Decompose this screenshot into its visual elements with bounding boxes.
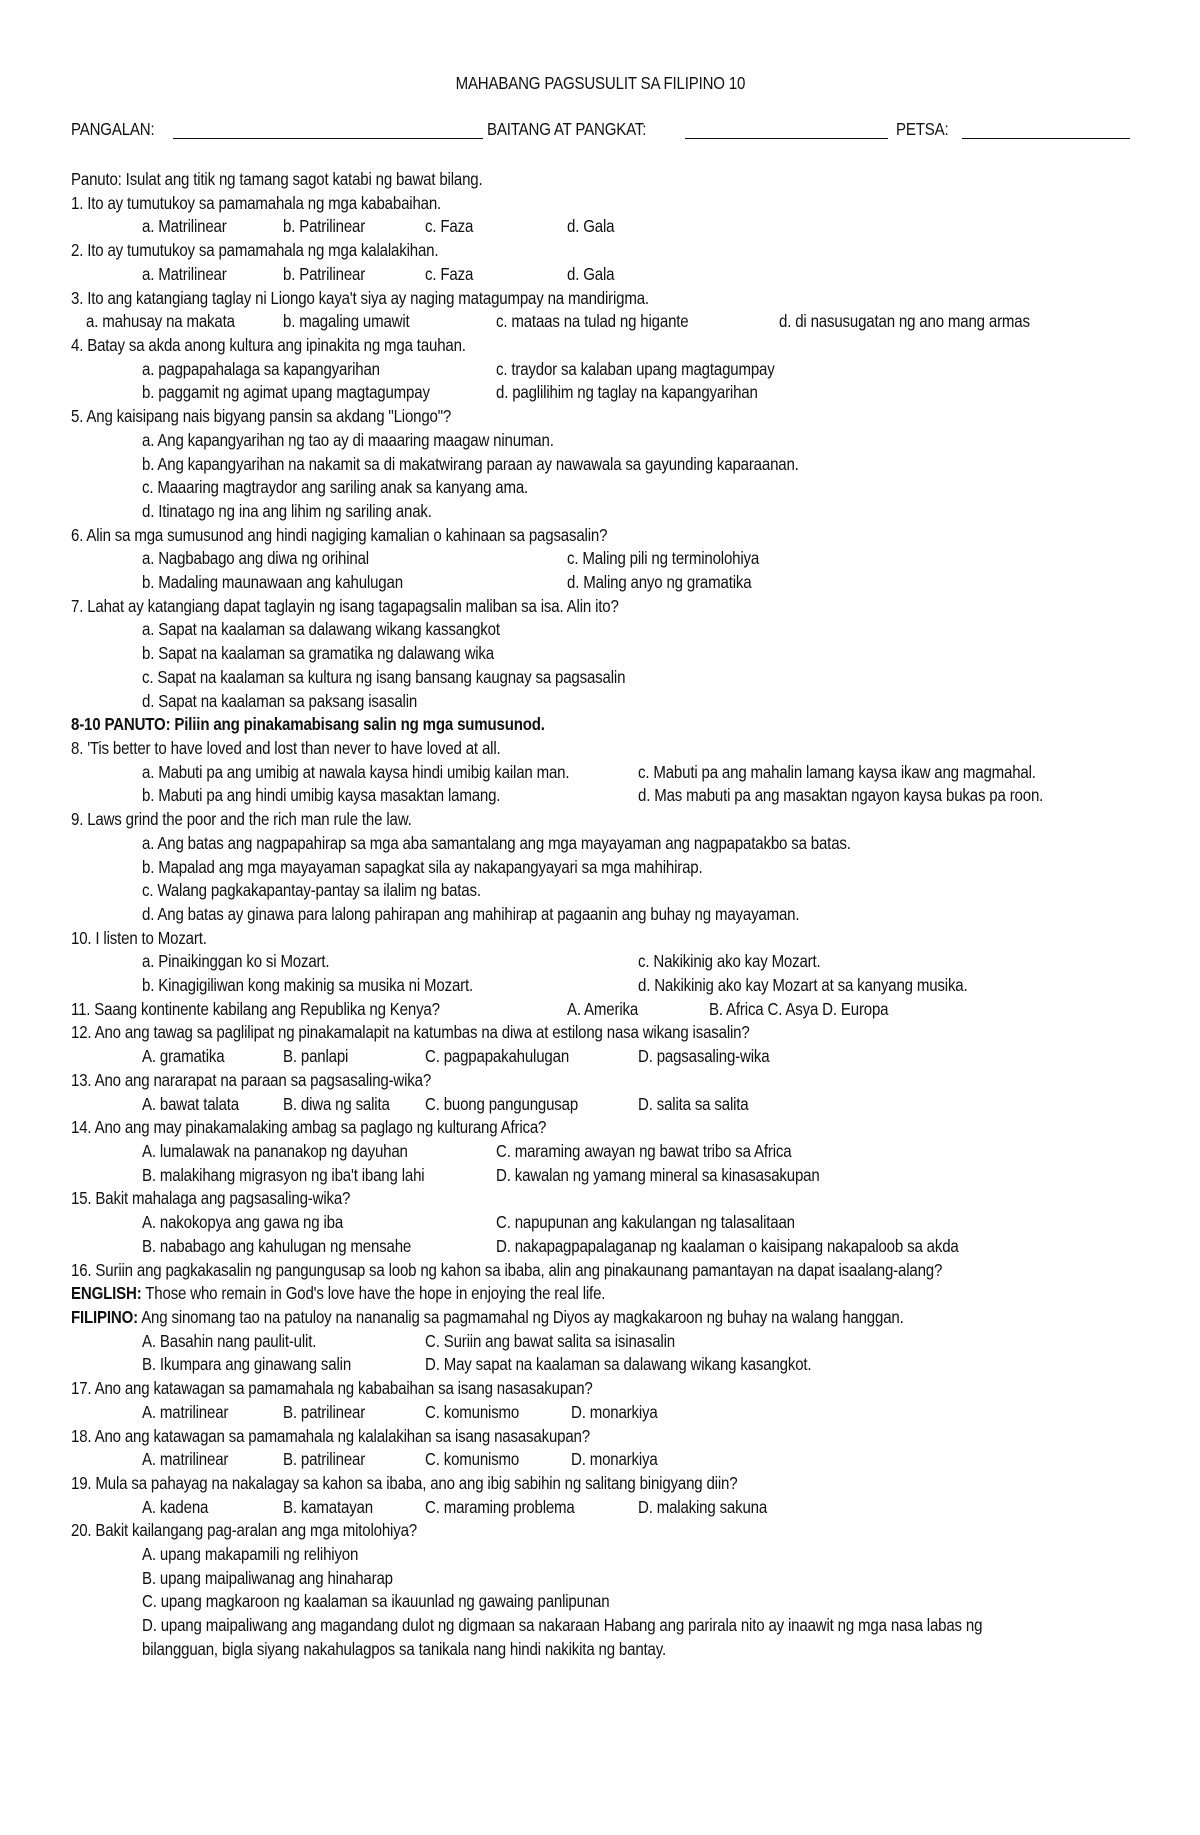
q12-choice-c: C. pagpapakahulugan [425,1046,570,1066]
q20-choice-b: B. upang maipaliwanag ang hinaharap [142,1568,393,1588]
q3-choice-a: a. mahusay na makata [86,311,235,331]
q12-choice-b: B. panlapi [283,1046,349,1066]
q19-choice-b: B. kamatayan [283,1497,373,1517]
q3-choice-c: c. mataas na tulad ng higante [496,311,689,331]
q6-choice-d: d. Maling anyo ng gramatika [567,572,752,592]
header-name-label: PANGALAN: [71,119,155,139]
q19-choice-d: D. malaking sakuna [638,1497,768,1517]
q15-choice-b: B. nababago ang kahulugan ng mensahe [142,1236,412,1256]
question-2: 2. Ito ay tumutukoy sa pamamahala ng mga kalalakihan. [71,240,439,260]
q13-choice-b: B. diwa ng salita [283,1094,390,1114]
question-4: 4. Batay sa akda anong kultura ang ipinakita ng mga tauhan. [71,335,466,355]
q16-choice-d: D. May sapat na kaalaman sa dalawang wikang kasangkot. [425,1354,812,1374]
q5-choice-b: b. Ang kapangyarihan na nakamit sa di makatwirang paraan ay nawawala sa gayunding kaparaanan. [142,454,799,474]
q7-choice-a: a. Sapat na kaalaman sa dalawang wikang kassangkot [142,619,500,639]
q16-choice-c: C. Suriin ang bawat salita sa isinasalin [425,1331,675,1351]
q14-choice-d: D. kawalan ng yamang mineral sa kinasasakupan [496,1165,820,1185]
directions: Panuto: Isulat ang titik ng tamang sagot katabi ng bawat bilang. [71,169,483,189]
q8-choice-d: d. Mas mabuti pa ang masaktan ngayon kaysa bukas pa roon. [638,785,1044,805]
exam-title: MAHABANG PAGSUSULIT SA FILIPINO 10 [455,73,745,93]
q6-choice-c: c. Maling pili ng terminolohiya [567,548,760,568]
question-16: 16. Suriin ang pagkakasalin ng pangungusap sa loob ng kahon sa ibaba, alin ang pinakaunang pamantayan na dapat isaalang-alang? [71,1260,943,1280]
q10-choice-d: d. Nakikinig ako kay Mozart at sa kanyang musika. [638,975,968,995]
grade-blank[interactable] [685,124,888,139]
q14-choice-c: C. maraming awayan ng bawat tribo sa Africa [496,1141,792,1161]
question-6: 6. Alin sa mga sumusunod ang hindi nagiging kamalian o kahinaan sa pagsasalin? [71,525,608,545]
q20-choice-d: D. upang maipaliwang ang magandang dulot ng digmaan sa nakaraan Habang ang parirala nito ay inaawit ng mga nasa labas ng [142,1615,983,1635]
q16-filipino [71,1305,904,1329]
date-blank[interactable] [962,124,1130,139]
question-15: 15. Bakit mahalaga ang pagsasaling-wika? [71,1188,351,1208]
q8-choice-b: b. Mabuti pa ang hindi umibig kaysa masaktan lamang. [142,785,501,805]
q8-choice-c: c. Mabuti pa ang mahalin lamang kaysa ikaw ang magmahal. [638,762,1036,782]
question-7: 7. Lahat ay katangiang dapat taglayin ng isang tagapagsalin maliban sa isa. Alin ito? [71,596,619,616]
q9-choice-d: d. Ang batas ay ginawa para lalong pahirapan ang mahihirap at pagaanin ang buhay ng mayayaman. [142,904,800,924]
q8-choice-a: a. Mabuti pa ang umibig at nawala kaysa hindi umibig kailan man. [142,762,570,782]
q13-choice-d: D. salita sa salita [638,1094,749,1114]
q4-choice-c: c. traydor sa kalaban upang magtagumpay [496,359,775,379]
q3-choice-b: b. magaling umawit [283,311,410,331]
question-12: 12. Ano ang tawag sa paglilipat ng pinakamalapit na katumbas na diwa at estilong nasa wikang isasalin? [71,1022,750,1042]
q20-choice-c: C. upang magkaroon ng kaalaman sa ikauunlad ng gawaing panlipunan [142,1591,610,1611]
question-18: 18. Ano ang katawagan sa pamamahala ng kalalakihan sa isang nasasakupan? [71,1426,590,1446]
q9-choice-a: a. Ang batas ang nagpapahirap sa mga aba samantalang ang mga mayayaman ang nagpapatakbo sa batas. [142,833,851,853]
q1-choice-d: d. Gala [567,216,615,236]
q10-choice-a: a. Pinaikinggan ko si Mozart. [142,951,330,971]
q18-choice-d: D. monarkiya [571,1449,658,1469]
question-20: 20. Bakit kailangang pag-aralan ang mga mitolohiya? [71,1520,417,1540]
question-19: 19. Mula sa pahayag na nakalagay sa kahon sa ibaba, ano ang ibig sabihin ng salitang binigyang diin? [71,1473,738,1493]
q19-choice-a: A. kadena [142,1497,209,1517]
q16-english [71,1281,605,1305]
section-directions: 8-10 PANUTO: Piliin ang pinakamabisang salin ng mga sumusunod. [71,714,545,734]
q4-choice-b: b. paggamit ng agimat upang magtagumpay [142,382,430,402]
q3-choice-d: d. di nasusugatan ng ano mang armas [779,311,1030,331]
q7-choice-d: d. Sapat na kaalaman sa paksang isasalin [142,691,418,711]
q14-choice-b: B. malakihang migrasyon ng iba't ibang lahi [142,1165,425,1185]
english-sentence: Those who remain in God's love have the hope in enjoying the real life. [141,1283,606,1303]
q16-choice-b: B. Ikumpara ang ginawang salin [142,1354,352,1374]
q5-choice-d: d. Itinatago ng ina ang lihim ng sariling anak. [142,501,432,521]
q19-choice-c: C. maraming problema [425,1497,575,1517]
q15-choice-d: D. nakapagpapalaganap ng kaalaman o kaisipang nakapaloob sa akda [496,1236,959,1256]
q9-choice-b: b. Mapalad ang mga mayayaman sapagkat sila ay nakapangyayari sa mga mahihirap. [142,857,703,877]
question-3: 3. Ito ang katangiang taglay ni Liongo kaya't siya ay naging matagumpay na mandirigma. [71,288,649,308]
filipino-sentence: Ang sinomang tao na patuloy na nananalig sa pagmamahal ng Diyos ay magkakaroon ng buhay na walang hanggan. [138,1307,904,1327]
q15-choice-a: A. nakokopya ang gawa ng iba [142,1212,344,1232]
q1-choice-b: b. Patrilinear [283,216,366,236]
q16-choice-a: A. Basahin nang paulit-ulit. [142,1331,317,1351]
header-date-label: PETSA: [896,119,949,139]
q2-choice-d: d. Gala [567,264,615,284]
q17-choice-a: A. matrilinear [142,1402,229,1422]
q7-choice-b: b. Sapat na kaalaman sa gramatika ng dalawang wika [142,643,494,663]
q17-choice-c: C. komunismo [425,1402,520,1422]
q13-choice-c: C. buong pangungusap [425,1094,579,1114]
name-blank[interactable] [173,124,483,139]
question-13: 13. Ano ang nararapat na paraan sa pagsasaling-wika? [71,1070,432,1090]
q2-choice-a: a. Matrilinear [142,264,227,284]
q11-choice-bcd: B. Africa C. Asya D. Europa [709,999,889,1019]
q15-choice-c: C. napupunan ang kakulangan ng talasalitaan [496,1212,795,1232]
q18-choice-a: A. matrilinear [142,1449,229,1469]
q5-choice-a: a. Ang kapangyarihan ng tao ay di maaaring maagaw ninuman. [142,430,554,450]
q13-choice-a: A. bawat talata [142,1094,239,1114]
q17-choice-d: D. monarkiya [571,1402,658,1422]
q14-choice-a: A. lumalawak na pananakop ng dayuhan [142,1141,408,1161]
q17-choice-b: B. patrilinear [283,1402,366,1422]
q20-choice-d-continuation: bilangguan, bigla siyang nakahulagpos sa tanikala nang hindi nakikita ng bantay. [142,1639,666,1659]
q1-choice-a: a. Matrilinear [142,216,227,236]
question-10: 10. I listen to Mozart. [71,928,207,948]
question-11: 11. Saang kontinente kabilang ang Republika ng Kenya? [71,999,440,1019]
q5-choice-c: c. Maaaring magtraydor ang sariling anak sa kanyang ama. [142,477,529,497]
english-label: ENGLISH: [71,1283,142,1303]
filipino-label: FILIPINO: [71,1307,139,1327]
q9-choice-c: c. Walang pagkakapantay-pantay sa ilalim ng batas. [142,880,481,900]
q12-choice-d: D. pagsasaling-wika [638,1046,770,1066]
q18-choice-b: B. patrilinear [283,1449,366,1469]
q7-choice-c: c. Sapat na kaalaman sa kultura ng isang bansang kaugnay sa pagsasalin [142,667,626,687]
question-9: 9. Laws grind the poor and the rich man rule the law. [71,809,412,829]
q4-choice-d: d. paglilihim ng taglay na kapangyarihan [496,382,758,402]
q6-choice-a: a. Nagbabago ang diwa ng orihinal [142,548,369,568]
q11-choice-a: A. Amerika [567,999,639,1019]
q12-choice-a: A. gramatika [142,1046,225,1066]
q20-choice-a: A. upang makapamili ng relihiyon [142,1544,359,1564]
question-1: 1. Ito ay tumutukoy sa pamamahala ng mga kababaihan. [71,193,442,213]
q2-choice-c: c. Faza [425,264,474,284]
q10-choice-b: b. Kinagigiliwan kong makinig sa musika ni Mozart. [142,975,474,995]
question-5: 5. Ang kaisipang nais bigyang pansin sa akdang "Liongo"? [71,406,452,426]
question-8: 8. 'Tis better to have loved and lost than never to have loved at all. [71,738,501,758]
q18-choice-c: C. komunismo [425,1449,520,1469]
question-14: 14. Ano ang may pinakamalaking ambag sa paglago ng kulturang Africa? [71,1117,547,1137]
q4-choice-a: a. pagpapahalaga sa kapangyarihan [142,359,380,379]
q2-choice-b: b. Patrilinear [283,264,366,284]
question-17: 17. Ano ang katawagan sa pamamahala ng kababaihan sa isang nasasakupan? [71,1378,593,1398]
q6-choice-b: b. Madaling maunawaan ang kahulugan [142,572,403,592]
header-grade-label: BAITANG AT PANGKAT: [487,119,647,139]
q1-choice-c: c. Faza [425,216,474,236]
q10-choice-c: c. Nakikinig ako kay Mozart. [638,951,821,971]
